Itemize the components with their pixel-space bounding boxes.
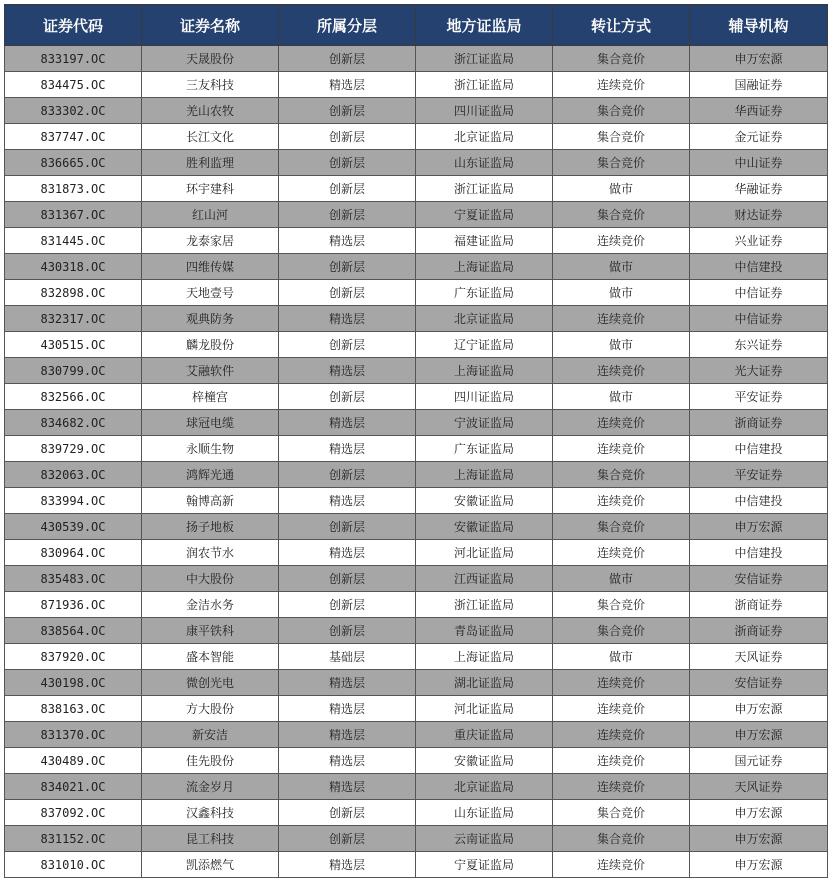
cell-security-name: 永顺生物 bbox=[142, 436, 279, 462]
cell-security-code: 838564.OC bbox=[5, 618, 142, 644]
table-row bbox=[5, 72, 828, 98]
cell-sponsor: 财达证券 bbox=[690, 202, 828, 228]
cell-tier: 精选层 bbox=[279, 774, 416, 800]
cell-tier: 精选层 bbox=[279, 670, 416, 696]
cell-regulatory-bureau: 湖北证监局 bbox=[416, 670, 553, 696]
cell-regulatory-bureau: 四川证监局 bbox=[416, 98, 553, 124]
cell-security-name: 翰博高新 bbox=[142, 488, 279, 514]
cell-regulatory-bureau: 安徽证监局 bbox=[416, 514, 553, 540]
table-row bbox=[5, 670, 828, 696]
table-row bbox=[5, 488, 828, 514]
cell-sponsor: 中信建投 bbox=[690, 540, 828, 566]
cell-transfer-method: 集合竞价 bbox=[553, 514, 690, 540]
cell-sponsor: 安信证券 bbox=[690, 566, 828, 592]
cell-tier: 创新层 bbox=[279, 124, 416, 150]
cell-transfer-method: 连续竞价 bbox=[553, 358, 690, 384]
header-sponsor: 辅导机构 bbox=[690, 5, 828, 46]
cell-security-code: 831445.OC bbox=[5, 228, 142, 254]
cell-security-code: 839729.OC bbox=[5, 436, 142, 462]
cell-security-code: 837920.OC bbox=[5, 644, 142, 670]
cell-security-name: 汉鑫科技 bbox=[142, 800, 279, 826]
cell-regulatory-bureau: 宁夏证监局 bbox=[416, 202, 553, 228]
table-row bbox=[5, 358, 828, 384]
cell-security-code: 830964.OC bbox=[5, 540, 142, 566]
cell-tier: 创新层 bbox=[279, 332, 416, 358]
cell-transfer-method: 连续竞价 bbox=[553, 774, 690, 800]
cell-transfer-method: 集合竞价 bbox=[553, 592, 690, 618]
cell-tier: 精选层 bbox=[279, 410, 416, 436]
table-row bbox=[5, 722, 828, 748]
cell-tier: 创新层 bbox=[279, 254, 416, 280]
cell-regulatory-bureau: 北京证监局 bbox=[416, 774, 553, 800]
cell-security-code: 871936.OC bbox=[5, 592, 142, 618]
cell-transfer-method: 集合竞价 bbox=[553, 46, 690, 72]
cell-security-code: 831152.OC bbox=[5, 826, 142, 852]
cell-regulatory-bureau: 上海证监局 bbox=[416, 462, 553, 488]
cell-regulatory-bureau: 山东证监局 bbox=[416, 800, 553, 826]
table-row bbox=[5, 306, 828, 332]
cell-sponsor: 平安证券 bbox=[690, 384, 828, 410]
cell-security-code: 832063.OC bbox=[5, 462, 142, 488]
header-regulatory-bureau: 地方证监局 bbox=[416, 5, 553, 46]
cell-sponsor: 申万宏源 bbox=[690, 46, 828, 72]
table-body bbox=[5, 46, 828, 878]
table-row bbox=[5, 592, 828, 618]
cell-security-code: 834021.OC bbox=[5, 774, 142, 800]
cell-tier: 创新层 bbox=[279, 800, 416, 826]
cell-tier: 精选层 bbox=[279, 436, 416, 462]
cell-sponsor: 兴业证券 bbox=[690, 228, 828, 254]
cell-security-code: 430318.OC bbox=[5, 254, 142, 280]
cell-security-code: 838163.OC bbox=[5, 696, 142, 722]
cell-tier: 精选层 bbox=[279, 72, 416, 98]
cell-security-code: 834682.OC bbox=[5, 410, 142, 436]
cell-security-name: 凯添燃气 bbox=[142, 852, 279, 878]
cell-security-name: 微创光电 bbox=[142, 670, 279, 696]
cell-transfer-method: 连续竞价 bbox=[553, 306, 690, 332]
cell-transfer-method: 做市 bbox=[553, 644, 690, 670]
cell-tier: 精选层 bbox=[279, 228, 416, 254]
cell-security-code: 833302.OC bbox=[5, 98, 142, 124]
cell-regulatory-bureau: 云南证监局 bbox=[416, 826, 553, 852]
cell-transfer-method: 集合竞价 bbox=[553, 124, 690, 150]
cell-sponsor: 华西证券 bbox=[690, 98, 828, 124]
cell-regulatory-bureau: 浙江证监局 bbox=[416, 46, 553, 72]
cell-transfer-method: 做市 bbox=[553, 332, 690, 358]
cell-transfer-method: 集合竞价 bbox=[553, 618, 690, 644]
cell-security-name: 红山河 bbox=[142, 202, 279, 228]
cell-sponsor: 国元证券 bbox=[690, 748, 828, 774]
cell-tier: 创新层 bbox=[279, 566, 416, 592]
cell-regulatory-bureau: 宁波证监局 bbox=[416, 410, 553, 436]
cell-security-code: 830799.OC bbox=[5, 358, 142, 384]
cell-tier: 精选层 bbox=[279, 306, 416, 332]
cell-security-name: 中大股份 bbox=[142, 566, 279, 592]
cell-regulatory-bureau: 上海证监局 bbox=[416, 254, 553, 280]
cell-tier: 创新层 bbox=[279, 98, 416, 124]
cell-tier: 创新层 bbox=[279, 150, 416, 176]
table-row bbox=[5, 696, 828, 722]
table-row bbox=[5, 566, 828, 592]
table-row bbox=[5, 540, 828, 566]
cell-regulatory-bureau: 广东证监局 bbox=[416, 280, 553, 306]
cell-tier: 创新层 bbox=[279, 514, 416, 540]
cell-sponsor: 中山证券 bbox=[690, 150, 828, 176]
cell-security-name: 佳先股份 bbox=[142, 748, 279, 774]
securities-table-container bbox=[4, 4, 828, 878]
cell-security-name: 流金岁月 bbox=[142, 774, 279, 800]
cell-security-name: 球冠电缆 bbox=[142, 410, 279, 436]
cell-security-code: 837092.OC bbox=[5, 800, 142, 826]
table-row bbox=[5, 150, 828, 176]
cell-transfer-method: 连续竞价 bbox=[553, 696, 690, 722]
cell-tier: 创新层 bbox=[279, 202, 416, 228]
cell-transfer-method: 集合竞价 bbox=[553, 826, 690, 852]
header-row bbox=[5, 5, 828, 46]
table-row bbox=[5, 280, 828, 306]
cell-security-name: 三友科技 bbox=[142, 72, 279, 98]
cell-security-name: 新安洁 bbox=[142, 722, 279, 748]
cell-tier: 创新层 bbox=[279, 384, 416, 410]
cell-security-name: 康平铁科 bbox=[142, 618, 279, 644]
cell-security-code: 831873.OC bbox=[5, 176, 142, 202]
table-row bbox=[5, 410, 828, 436]
cell-regulatory-bureau: 福建证监局 bbox=[416, 228, 553, 254]
cell-transfer-method: 连续竞价 bbox=[553, 410, 690, 436]
cell-sponsor: 申万宏源 bbox=[690, 722, 828, 748]
cell-regulatory-bureau: 河北证监局 bbox=[416, 696, 553, 722]
cell-regulatory-bureau: 上海证监局 bbox=[416, 644, 553, 670]
cell-transfer-method: 做市 bbox=[553, 254, 690, 280]
cell-security-name: 羌山农牧 bbox=[142, 98, 279, 124]
table-row bbox=[5, 852, 828, 878]
cell-regulatory-bureau: 青岛证监局 bbox=[416, 618, 553, 644]
cell-security-name: 扬子地板 bbox=[142, 514, 279, 540]
cell-transfer-method: 做市 bbox=[553, 566, 690, 592]
cell-regulatory-bureau: 上海证监局 bbox=[416, 358, 553, 384]
cell-tier: 创新层 bbox=[279, 176, 416, 202]
cell-transfer-method: 做市 bbox=[553, 280, 690, 306]
cell-security-code: 430489.OC bbox=[5, 748, 142, 774]
cell-sponsor: 中信证券 bbox=[690, 280, 828, 306]
table-row bbox=[5, 462, 828, 488]
table-row bbox=[5, 384, 828, 410]
cell-sponsor: 金元证券 bbox=[690, 124, 828, 150]
cell-sponsor: 中信证券 bbox=[690, 306, 828, 332]
cell-sponsor: 华融证券 bbox=[690, 176, 828, 202]
cell-tier: 精选层 bbox=[279, 540, 416, 566]
cell-tier: 精选层 bbox=[279, 358, 416, 384]
table-row bbox=[5, 644, 828, 670]
cell-regulatory-bureau: 重庆证监局 bbox=[416, 722, 553, 748]
table-row bbox=[5, 514, 828, 540]
cell-regulatory-bureau: 安徽证监局 bbox=[416, 748, 553, 774]
cell-regulatory-bureau: 浙江证监局 bbox=[416, 72, 553, 98]
cell-security-name: 梓橦宫 bbox=[142, 384, 279, 410]
cell-security-name: 天地壹号 bbox=[142, 280, 279, 306]
cell-security-code: 430198.OC bbox=[5, 670, 142, 696]
cell-tier: 精选层 bbox=[279, 722, 416, 748]
cell-sponsor: 国融证券 bbox=[690, 72, 828, 98]
cell-sponsor: 光大证券 bbox=[690, 358, 828, 384]
cell-regulatory-bureau: 浙江证监局 bbox=[416, 176, 553, 202]
cell-security-code: 836665.OC bbox=[5, 150, 142, 176]
table-row bbox=[5, 618, 828, 644]
cell-sponsor: 浙商证券 bbox=[690, 618, 828, 644]
cell-tier: 精选层 bbox=[279, 852, 416, 878]
cell-security-name: 金洁水务 bbox=[142, 592, 279, 618]
cell-transfer-method: 连续竞价 bbox=[553, 436, 690, 462]
cell-tier: 创新层 bbox=[279, 280, 416, 306]
cell-security-code: 832317.OC bbox=[5, 306, 142, 332]
cell-regulatory-bureau: 辽宁证监局 bbox=[416, 332, 553, 358]
cell-sponsor: 申万宏源 bbox=[690, 514, 828, 540]
cell-transfer-method: 集合竞价 bbox=[553, 150, 690, 176]
cell-sponsor: 中信建投 bbox=[690, 488, 828, 514]
cell-security-name: 长江文化 bbox=[142, 124, 279, 150]
cell-sponsor: 申万宏源 bbox=[690, 852, 828, 878]
cell-sponsor: 平安证券 bbox=[690, 462, 828, 488]
cell-security-code: 831370.OC bbox=[5, 722, 142, 748]
header-security-name: 证券名称 bbox=[142, 5, 279, 46]
cell-security-name: 四维传媒 bbox=[142, 254, 279, 280]
cell-transfer-method: 集合竞价 bbox=[553, 800, 690, 826]
cell-regulatory-bureau: 北京证监局 bbox=[416, 306, 553, 332]
table-row bbox=[5, 800, 828, 826]
cell-security-name: 昆工科技 bbox=[142, 826, 279, 852]
cell-security-name: 鸿辉光通 bbox=[142, 462, 279, 488]
cell-security-code: 833197.OC bbox=[5, 46, 142, 72]
cell-sponsor: 天风证券 bbox=[690, 644, 828, 670]
cell-sponsor: 申万宏源 bbox=[690, 696, 828, 722]
cell-transfer-method: 集合竞价 bbox=[553, 462, 690, 488]
cell-security-name: 观典防务 bbox=[142, 306, 279, 332]
cell-transfer-method: 连续竞价 bbox=[553, 722, 690, 748]
cell-sponsor: 东兴证券 bbox=[690, 332, 828, 358]
cell-regulatory-bureau: 安徽证监局 bbox=[416, 488, 553, 514]
header-security-code: 证券代码 bbox=[5, 5, 142, 46]
cell-transfer-method: 连续竞价 bbox=[553, 748, 690, 774]
cell-security-name: 胜利监理 bbox=[142, 150, 279, 176]
table-row bbox=[5, 774, 828, 800]
cell-security-code: 430515.OC bbox=[5, 332, 142, 358]
cell-tier: 精选层 bbox=[279, 488, 416, 514]
cell-tier: 创新层 bbox=[279, 592, 416, 618]
cell-sponsor: 安信证券 bbox=[690, 670, 828, 696]
cell-regulatory-bureau: 江西证监局 bbox=[416, 566, 553, 592]
cell-transfer-method: 连续竞价 bbox=[553, 852, 690, 878]
cell-tier: 基础层 bbox=[279, 644, 416, 670]
table-row bbox=[5, 254, 828, 280]
cell-security-name: 天晟股份 bbox=[142, 46, 279, 72]
cell-regulatory-bureau: 北京证监局 bbox=[416, 124, 553, 150]
cell-sponsor: 申万宏源 bbox=[690, 826, 828, 852]
cell-transfer-method: 连续竞价 bbox=[553, 670, 690, 696]
cell-security-code: 834475.OC bbox=[5, 72, 142, 98]
cell-security-name: 麟龙股份 bbox=[142, 332, 279, 358]
table-row bbox=[5, 202, 828, 228]
table-row bbox=[5, 46, 828, 72]
cell-security-code: 835483.OC bbox=[5, 566, 142, 592]
cell-regulatory-bureau: 河北证监局 bbox=[416, 540, 553, 566]
cell-security-code: 831367.OC bbox=[5, 202, 142, 228]
cell-security-code: 430539.OC bbox=[5, 514, 142, 540]
cell-security-code: 833994.OC bbox=[5, 488, 142, 514]
cell-regulatory-bureau: 浙江证监局 bbox=[416, 592, 553, 618]
cell-sponsor: 中信建投 bbox=[690, 436, 828, 462]
cell-tier: 创新层 bbox=[279, 618, 416, 644]
cell-transfer-method: 集合竞价 bbox=[553, 202, 690, 228]
header-tier: 所属分层 bbox=[279, 5, 416, 46]
cell-security-code: 832898.OC bbox=[5, 280, 142, 306]
cell-security-code: 832566.OC bbox=[5, 384, 142, 410]
cell-transfer-method: 连续竞价 bbox=[553, 228, 690, 254]
table-row bbox=[5, 748, 828, 774]
securities-table bbox=[4, 4, 828, 878]
cell-transfer-method: 连续竞价 bbox=[553, 72, 690, 98]
cell-regulatory-bureau: 四川证监局 bbox=[416, 384, 553, 410]
table-row bbox=[5, 176, 828, 202]
cell-sponsor: 申万宏源 bbox=[690, 800, 828, 826]
table-row bbox=[5, 332, 828, 358]
cell-security-code: 831010.OC bbox=[5, 852, 142, 878]
cell-tier: 精选层 bbox=[279, 748, 416, 774]
cell-sponsor: 天风证券 bbox=[690, 774, 828, 800]
cell-security-name: 环宇建科 bbox=[142, 176, 279, 202]
cell-tier: 创新层 bbox=[279, 462, 416, 488]
cell-security-name: 龙泰家居 bbox=[142, 228, 279, 254]
cell-regulatory-bureau: 山东证监局 bbox=[416, 150, 553, 176]
cell-tier: 精选层 bbox=[279, 696, 416, 722]
cell-security-code: 837747.OC bbox=[5, 124, 142, 150]
table-row bbox=[5, 826, 828, 852]
cell-regulatory-bureau: 宁夏证监局 bbox=[416, 852, 553, 878]
cell-sponsor: 浙商证券 bbox=[690, 592, 828, 618]
cell-security-name: 润农节水 bbox=[142, 540, 279, 566]
table-header bbox=[5, 5, 828, 46]
cell-tier: 创新层 bbox=[279, 46, 416, 72]
table-row bbox=[5, 436, 828, 462]
cell-security-name: 艾融软件 bbox=[142, 358, 279, 384]
cell-sponsor: 中信建投 bbox=[690, 254, 828, 280]
table-row bbox=[5, 228, 828, 254]
cell-transfer-method: 连续竞价 bbox=[553, 540, 690, 566]
cell-security-name: 盛本智能 bbox=[142, 644, 279, 670]
cell-security-name: 方大股份 bbox=[142, 696, 279, 722]
cell-transfer-method: 集合竞价 bbox=[553, 98, 690, 124]
cell-tier: 创新层 bbox=[279, 826, 416, 852]
cell-sponsor: 浙商证券 bbox=[690, 410, 828, 436]
header-transfer-method: 转让方式 bbox=[553, 5, 690, 46]
table-row bbox=[5, 124, 828, 150]
cell-transfer-method: 做市 bbox=[553, 176, 690, 202]
cell-transfer-method: 连续竞价 bbox=[553, 488, 690, 514]
cell-transfer-method: 做市 bbox=[553, 384, 690, 410]
cell-regulatory-bureau: 广东证监局 bbox=[416, 436, 553, 462]
table-row bbox=[5, 98, 828, 124]
